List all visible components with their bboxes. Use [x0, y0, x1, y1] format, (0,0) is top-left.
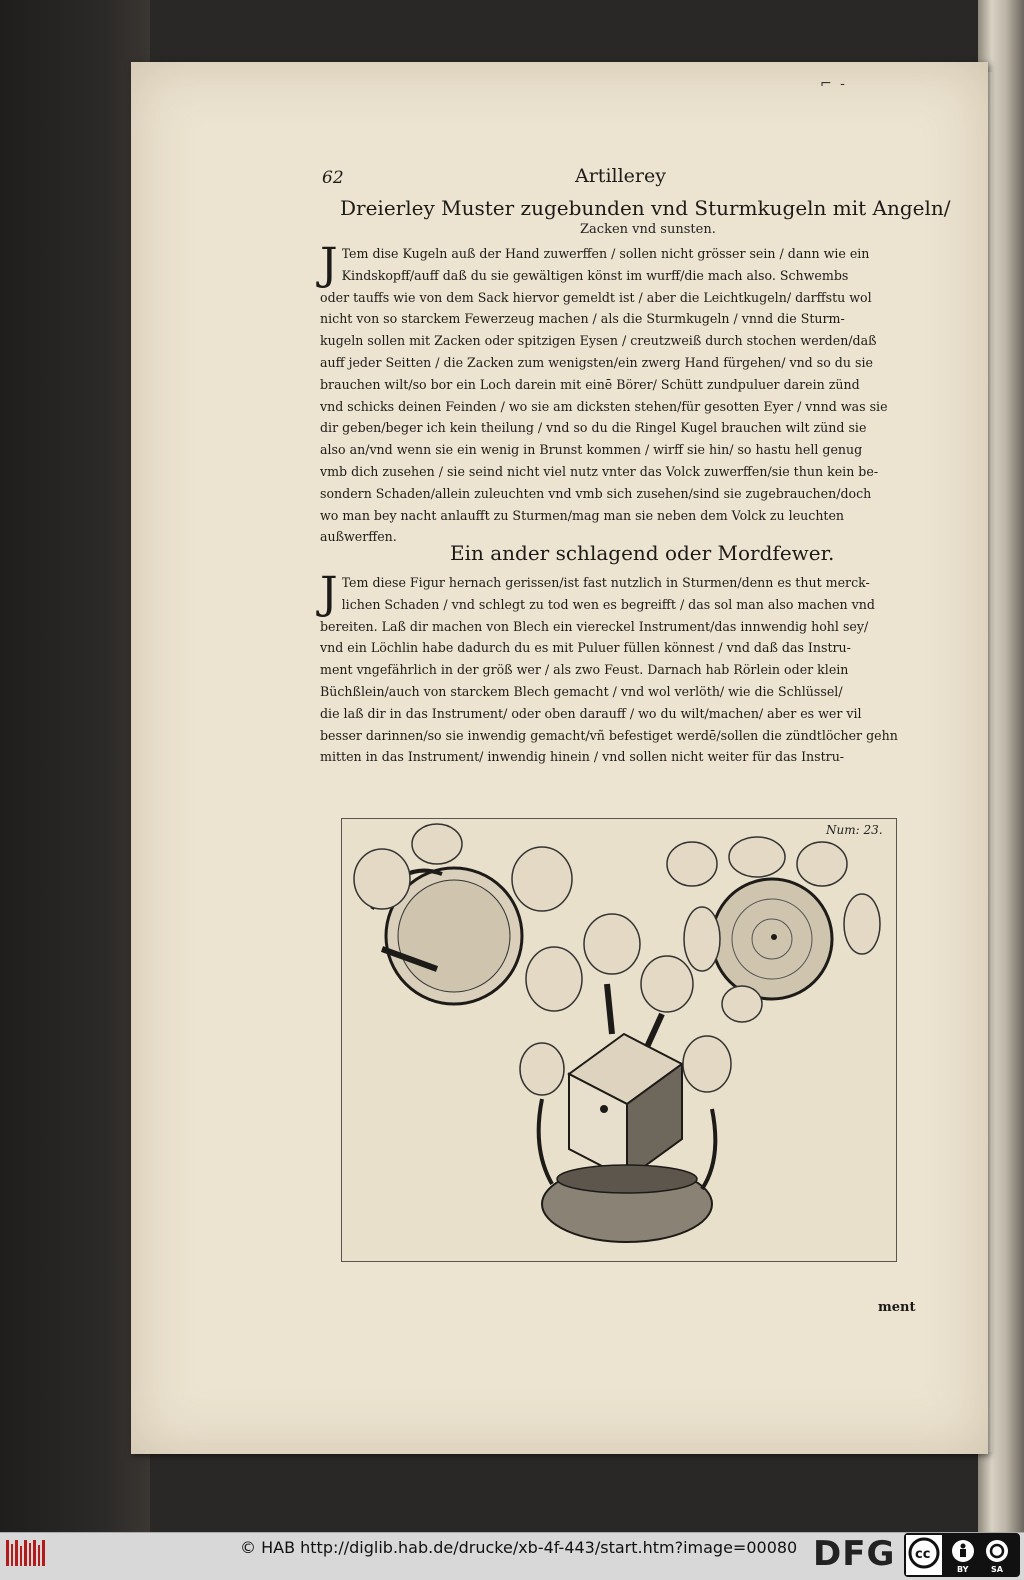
by-label: BY — [957, 1565, 969, 1574]
copyright-link[interactable]: © HAB http://diglib.hab.de/drucke/xb-4f-443/start.htm?image=00080 — [240, 1538, 798, 1557]
text-line: vmb dich zusehen / sie seind nicht viel nutz vnter das Volck zuwerffen/sie thun kein be- — [320, 463, 879, 479]
svg-text:cc: cc — [915, 1547, 931, 1562]
sa-icon — [986, 1540, 1008, 1562]
plate-number: Num: 23. — [826, 823, 883, 837]
text-line: vnd schicks deinen Feinden / wo sie am dicksten stehen/für gesotten Eyer / vnnd was sie — [320, 398, 888, 414]
text-line: ment vngefährlich in der größ wer / als zwo Feust. Darnach hab Rörlein oder klein — [320, 662, 849, 678]
paragraph-1 — [320, 239, 912, 548]
text-line: bereiten. Laß dir machen von Blech ein viereckel Instrument/das innwendig hohl sey/ — [320, 618, 869, 634]
text-line: nicht von so starckem Fewerzeug machen / als die Sturmkugeln / vnnd die Sturm- — [320, 311, 845, 327]
text-line: sondern Schaden/allein zuleuchten vnd vmb sich zusehen/sind sie zugebrauchen/doch — [320, 485, 872, 501]
text-line: dir geben/beger ich kein theilung / vnd so du die Ringel Kugel brauchen wilt zünd sie — [320, 420, 867, 436]
cc-by-sa-icon — [906, 1535, 1018, 1575]
text-line: brauchen wilt/so bor ein Loch darein mit einē Börer/ Schütt zundpuluer darein zünd — [320, 376, 860, 392]
license-badge[interactable] — [904, 1533, 1020, 1577]
text-line: Kindskopff/auff daß du sie gewältigen könst im wurff/die mach also. Schwembs — [341, 267, 849, 283]
text-line: die laß dir in das Instrument/ oder oben darauff / wo du wilt/machen/ aber es wer vil — [320, 705, 862, 721]
sa-label: SA — [991, 1565, 1003, 1574]
text-line: auff jeder Seitten / die Zacken zum wenigsten/ein zwerg Hand fürgehen/ vnd so du sie — [320, 354, 873, 370]
drop-cap: J — [320, 568, 338, 619]
section-heading-2: Ein ander schlagend oder Mordfewer. — [450, 541, 835, 565]
section-heading-1-cont: Zacken vnd sunsten. — [580, 222, 716, 237]
page-number: 62 — [322, 168, 344, 188]
text-line: oder tauffs wie von dem Sack hiervor gemeldt ist / aber die Leichtkugeln/ darffstu wol — [320, 289, 872, 305]
dfg-logo: DFG — [813, 1534, 896, 1574]
catchword: ment — [878, 1300, 916, 1315]
text-line: wo man bey nacht anlaufft zu Sturmen/mag man sie neben dem Volck zu leuchten — [320, 507, 845, 523]
text-line: besser darinnen/so sie inwendig gemacht/vñ befestiget werdē/sollen die zündtlöcher gehn — [320, 727, 898, 743]
text-line: mitten in das Instrument/ inwendig hinein / vnd sollen nicht weiter für das Instru- — [320, 749, 845, 765]
page-mark: ⌐ - — [820, 76, 847, 92]
drop-cap: J — [320, 239, 338, 290]
text-line: außwerffen. — [320, 529, 397, 545]
text-line: also an/vnd wenn sie ein wenig in Brunst kommen / wirff sie hin/ so hastu hell genug — [320, 442, 863, 458]
engraving-illustration — [342, 819, 896, 1261]
text-line: lichen Schaden / vnd schlegt zu tod wen es begreifft / das sol man also machen vnd — [341, 596, 875, 612]
barcode-icon — [6, 1540, 46, 1566]
book-binding-left — [0, 0, 150, 1532]
text-line: Büchßlein/auch von starckem Blech gemacht / vnd wol verlöth/ wie die Schlüssel/ — [320, 683, 843, 699]
text-line: vnd ein Löchlin habe dadurch du es mit Puluer füllen könnest / vnd daß das Instru- — [320, 640, 851, 656]
running-head: Artillerey — [575, 165, 666, 187]
section-heading-1: Dreierley Muster zugebunden vnd Sturmkugeln mit Angeln/ — [340, 196, 951, 220]
text-line: kugeln sollen mit Zacken oder spitzigen Eysen / creutzweiß durch stochen werden/daß — [320, 333, 877, 349]
text-line: Tem dise Kugeln auß der Hand zuwerffen / sollen nicht grösser sein / dann wie ein — [341, 246, 870, 261]
engraving-plate — [341, 818, 897, 1262]
text-line: Tem diese Figur hernach gerissen/ist fast nutzlich in Sturmen/denn es thut merck- — [341, 575, 870, 590]
paragraph-2 — [320, 568, 912, 768]
